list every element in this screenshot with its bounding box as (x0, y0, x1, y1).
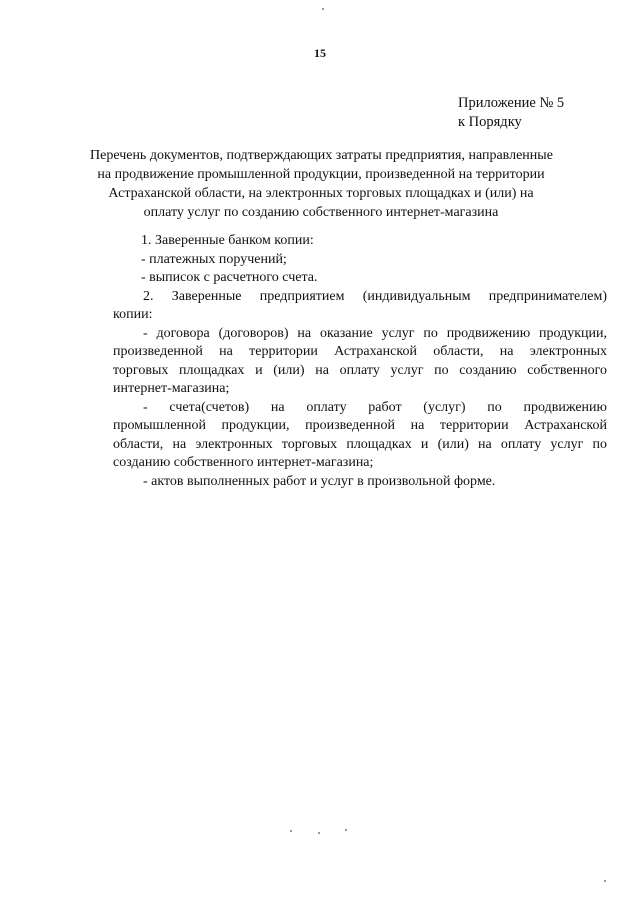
scan-speck (322, 8, 324, 10)
scan-speck (290, 830, 292, 832)
item-2-a-line-4: интернет-магазина; (113, 381, 230, 396)
item-1-b: - выписок с расчетного счета. (141, 270, 318, 285)
item-2-a-line-2: произведенной на территории Астраханской области, на электронных (113, 344, 607, 359)
item-2-b-line-1: - счета(счетов) на оплату работ (услуг) по продвижению (143, 399, 607, 415)
title-line-1: Перечень документов, подтверждающих затраты предприятия, направленные (90, 148, 553, 163)
item-2-b-line-3: области, на электронных торговых площадках и (или) на оплату услуг по (113, 436, 607, 452)
item-2-c: - актов выполненных работ и услуг в произвольной форме. (143, 473, 496, 489)
page-number: 15 (314, 46, 326, 60)
title-line-4: оплату услуг по созданию собственного интернет-магазина (143, 205, 499, 220)
item-2-header-line-2: копии: (113, 307, 153, 322)
item-2-a-line-1: - договора (договоров) на оказание услуг по продвижению продукции, (143, 325, 607, 341)
appendix-reference (458, 94, 564, 132)
item-1-a: - платежных поручений; (141, 251, 287, 267)
item-2-a-line-3: торговых площадках и (или) на оплату услуг по созданию собственного (113, 362, 607, 378)
appendix-line-1: Приложение № 5 (458, 95, 565, 111)
document-body (113, 232, 607, 491)
item-2-header-line-1: 2. Заверенные предприятием (индивидуальным предпринимателем) (143, 288, 607, 304)
item-2-b-line-2: промышленной продукции, произведенной на территории Астраханской (113, 418, 607, 433)
scan-speck (318, 832, 320, 834)
scan-speck (345, 829, 347, 831)
item-2-b-line-4: созданию собственного интернет-магазина; (113, 455, 374, 470)
title-line-2: на продвижение промышленной продукции, произведенной на территории (97, 167, 545, 182)
scan-speck (604, 880, 606, 882)
item-1-header: 1. Заверенные банком копии: (141, 233, 314, 248)
document-title (90, 146, 552, 222)
title-line-3: Астраханской области, на электронных торговых площадках и (или) на (108, 186, 534, 201)
appendix-line-2: к Порядку (458, 114, 522, 130)
